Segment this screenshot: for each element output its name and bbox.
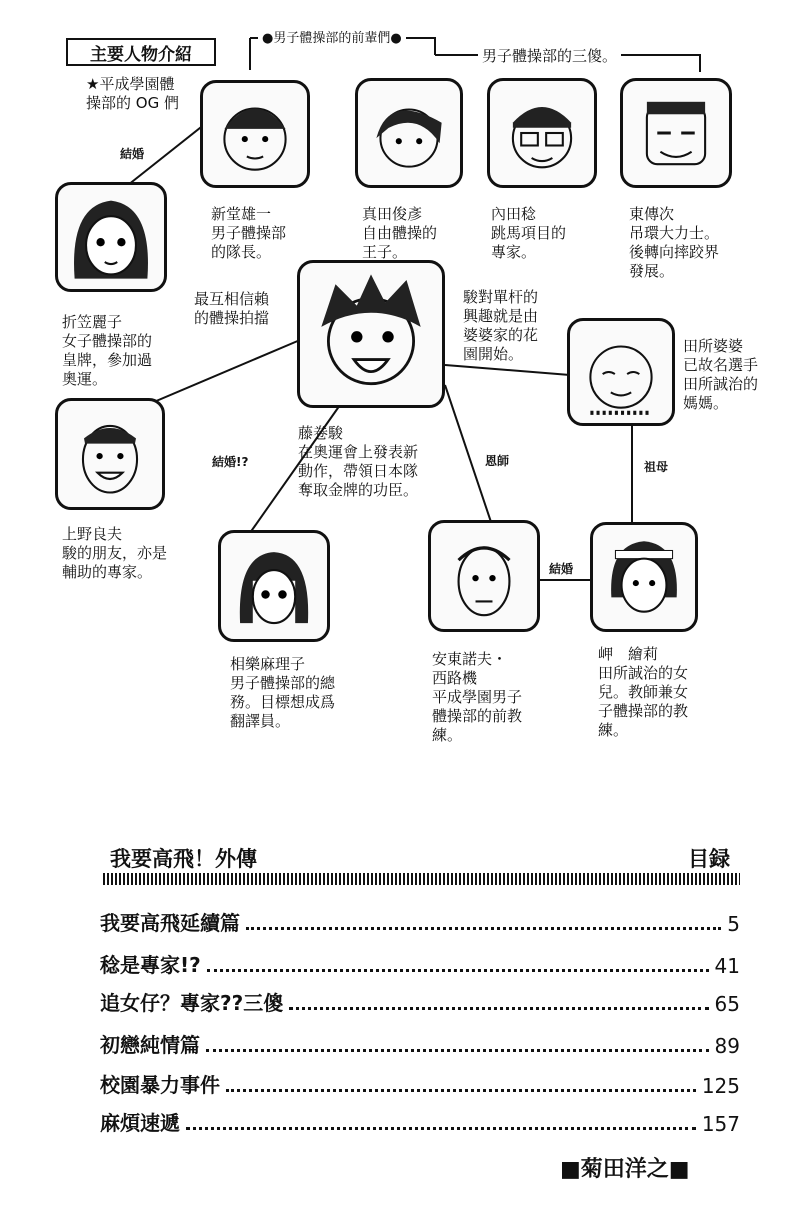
toc-entry-page: 125 [701, 1074, 740, 1098]
toc-entry-page: 65 [714, 992, 740, 1016]
portrait-misaki [590, 522, 698, 632]
toc-entry-page: 5 [727, 912, 740, 936]
caption-uchida: 內田稔 跳馬項目的 專家。 [491, 205, 567, 261]
portrait-uchida [487, 78, 597, 188]
relation-trust: 最互相信賴 的體操拍擋 [194, 290, 270, 327]
toc-entry-page: 41 [714, 954, 740, 978]
toc-entry[interactable] [100, 1070, 740, 1098]
toc-entry-title: 校園暴力事件 [100, 1073, 220, 1097]
trio-label: 男子體操部的三傻。 [478, 45, 621, 66]
author-name: ■菊田洋之■ [560, 1157, 690, 1182]
toc-entry-title: 初戀純情篇 [100, 1033, 200, 1057]
caption-sagara: 相樂麻理子 男子體操部的總 務。目標想成爲 翻譯員。 [230, 655, 336, 730]
section-title: 主要人物介紹 [66, 38, 216, 66]
relation-married-2: 結婚!? [212, 455, 249, 469]
caption-higashi: 東傳次 吊環大力士。 後轉向摔跤界 發展。 [629, 205, 720, 280]
caption-origasa: 折笠麗子 女子體操部的 皇牌，參加過 奧運。 [62, 313, 153, 388]
relation-grandmother: 祖母 [644, 460, 669, 474]
portrait-tadokoro-granny [567, 318, 675, 426]
toc-entry[interactable] [100, 908, 740, 936]
seniors-label: ●男子體操部的前輩們● [258, 27, 406, 46]
toc-entry-title: 我要高飛延續篇 [100, 911, 240, 935]
caption-fujimaki: 藤卷駿 在奧運會上發表新 動作，帶領日本隊 奪取金牌的功臣。 [298, 424, 419, 499]
toc-entry[interactable] [100, 1030, 740, 1058]
toc-divider [103, 873, 740, 885]
toc-entry[interactable] [100, 1108, 740, 1136]
toc-entry[interactable] [100, 950, 740, 978]
caption-ueno: 上野良夫 駿的朋友，亦是 輔助的專家。 [62, 525, 168, 581]
relation-married-1: 結婚 [120, 147, 145, 161]
toc-entry-page: 89 [714, 1034, 740, 1058]
portrait-sanada [355, 78, 463, 188]
toc-heading: 目録 [688, 847, 730, 871]
relation-mentor: 恩師 [485, 454, 510, 468]
toc-entry-title: 麻煩速遞 [100, 1111, 180, 1135]
portrait-origasa [55, 182, 167, 292]
caption-andonov: 安東諾夫・ 西路機 平成學園男子 體操部的前教 練。 [432, 650, 523, 744]
toc-title: 我要高飛！外傳 [110, 847, 257, 871]
caption-sanada: 真田俊彥 自由體操的 王子。 [362, 205, 438, 261]
toc-entry-title: 追女仔？專家??三傻 [100, 991, 284, 1015]
caption-misaki: 岬 繪莉 田所誠治的女 兒。教師兼女 子體操部的教 練。 [598, 645, 689, 739]
caption-tadokoro-granny: 田所婆婆 已故名選手 田所誠治的 媽媽。 [683, 337, 759, 412]
relation-hobby: 駿對單杆的 興趣就是由 婆婆家的花 園開始。 [463, 288, 539, 363]
portrait-shindo [200, 80, 310, 188]
toc-entry[interactable] [100, 988, 740, 1016]
portrait-fujimaki [297, 260, 445, 408]
toc-entry-title: 稔是專家!? [100, 953, 201, 977]
relation-married-3: 結婚 [549, 562, 574, 576]
portrait-andonov [428, 520, 540, 632]
og-note: ★平成學園體 操部的 OG 們 [86, 75, 179, 112]
portrait-ueno [55, 398, 165, 510]
caption-shindo: 新堂雄一 男子體操部 的隊長。 [211, 205, 287, 261]
portrait-higashi [620, 78, 732, 188]
portrait-sagara [218, 530, 330, 642]
toc-entry-page: 157 [701, 1112, 740, 1136]
